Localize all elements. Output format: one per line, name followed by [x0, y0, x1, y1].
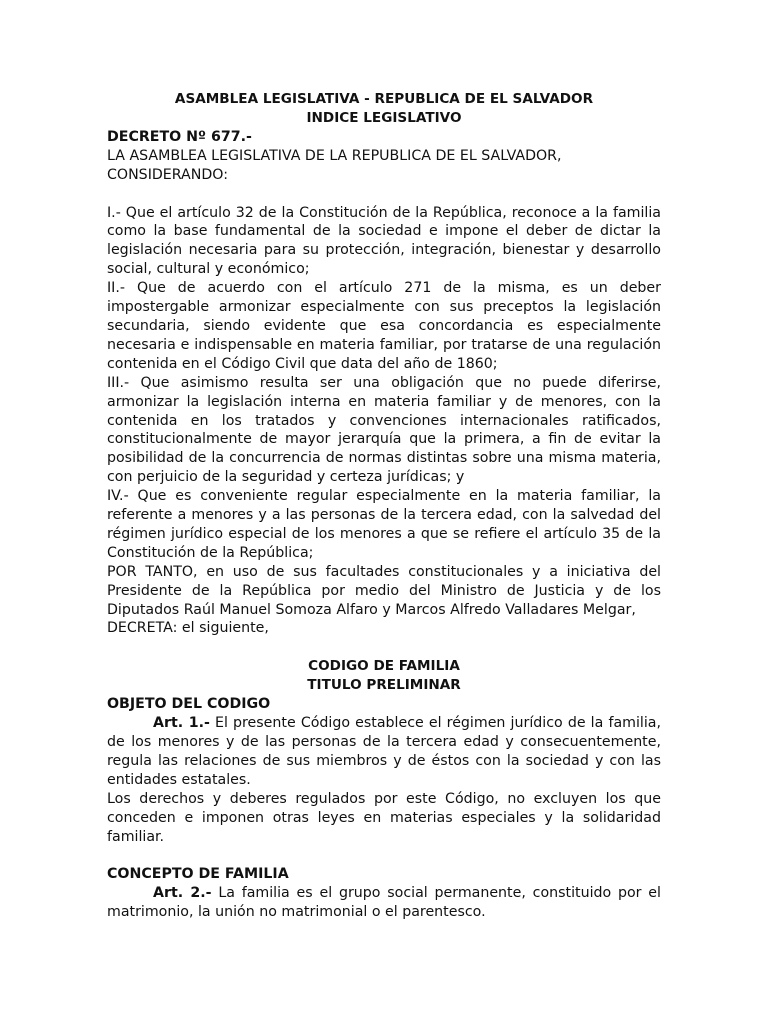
considerando-2: II.- Que de acuerdo con el artículo 271 de la misma, es un deber impostergable armonizar especialmente con sus preceptos la legislación secundaria, siendo evidente que esa concordancia es especialmente necesaria e indispensable en materia familiar, por tratarse de una regulación contenida en el Código Civil que data del año de 1860;: [107, 280, 661, 372]
spacer: [107, 846, 661, 865]
document-title: ASAMBLEA LEGISLATIVA - REPUBLICA DE EL SALVADOR: [174, 91, 594, 107]
code-subtitle: TITULO PRELIMINAR: [307, 677, 461, 694]
assembly-line: LA ASAMBLEA LEGISLATIVA DE LA REPUBLICA DE EL SALVADOR,: [107, 147, 562, 164]
article-1-label: Art. 1.-: [153, 715, 210, 732]
considerando-1: I.- Que el artículo 32 de la Constitución de la República, reconoce a la familia como la base fundamental de la sociedad e impone el deber de dictar la legislación necesaria para su protección, integración, bienestar y desarrollo social, cultural y económico;: [107, 204, 661, 278]
article-2: [107, 884, 661, 922]
document-page: [107, 90, 661, 922]
por-tanto-paragraph: POR TANTO, en uso de sus facultades constitucionales y a iniciativa del Presidente de la República por medio del Ministro de Justicia y de los Diputados Raúl Manuel Somoza Alfaro y Marcos Alfredo Valladares Melgar,: [107, 563, 661, 618]
decreta-line: DECRETA: el siguiente,: [107, 620, 269, 637]
considerando-4: IV.- Que es conveniente regular especialmente en la materia familiar, la referente a menores y a las personas de la tercera edad, con la salvedad del régimen jurídico especial de los menores a que se refiere el artículo 35 de la Constitución de la República;: [107, 488, 661, 561]
article-2-text: La familia es el grupo social permanente, constituido por el matrimonio, la unión no matrimonial o el parentesco.: [107, 885, 661, 921]
article-1-extra: Los derechos y deberes regulados por este Código, no excluyen los que conceden e imponen otras leyes en materias especiales y la solidaridad familiar.: [107, 790, 661, 845]
section-heading-familia: CONCEPTO DE FAMILIA: [107, 866, 289, 883]
document-subtitle: INDICE LEGISLATIVO: [306, 109, 462, 126]
article-2-label: Art. 2.-: [153, 885, 212, 902]
spacer: [107, 638, 661, 657]
decree-number: DECRETO Nº 677.-: [107, 128, 252, 145]
spacer: [107, 185, 661, 204]
code-title: CODIGO DE FAMILIA: [308, 658, 460, 675]
considerando-3: III.- Que asimismo resulta ser una obligación que no puede diferirse, armonizar la legislación interna en materia familiar y de menores, con la contenida en los tratados y convenciones internacionales ratificados, constitucionalmente de mayor jerarquía que la primera, a fin de evitar la posibilidad de la concurrencia de normas distintas sobre una misma materia, con perjuicio de la seguridad y certeza jurídicas; y: [107, 374, 661, 486]
article-1: [107, 714, 661, 790]
article-1-text: El presente Código establece el régimen jurídico de la familia, de los menores y de las personas de la tercera edad y consecuentemente, regula las relaciones de sus miembros y de éstos con la sociedad y con las entidades estatales.: [107, 715, 661, 788]
considering-heading: CONSIDERANDO:: [107, 166, 228, 183]
section-heading-objeto: OBJETO DEL CODIGO: [107, 696, 271, 713]
